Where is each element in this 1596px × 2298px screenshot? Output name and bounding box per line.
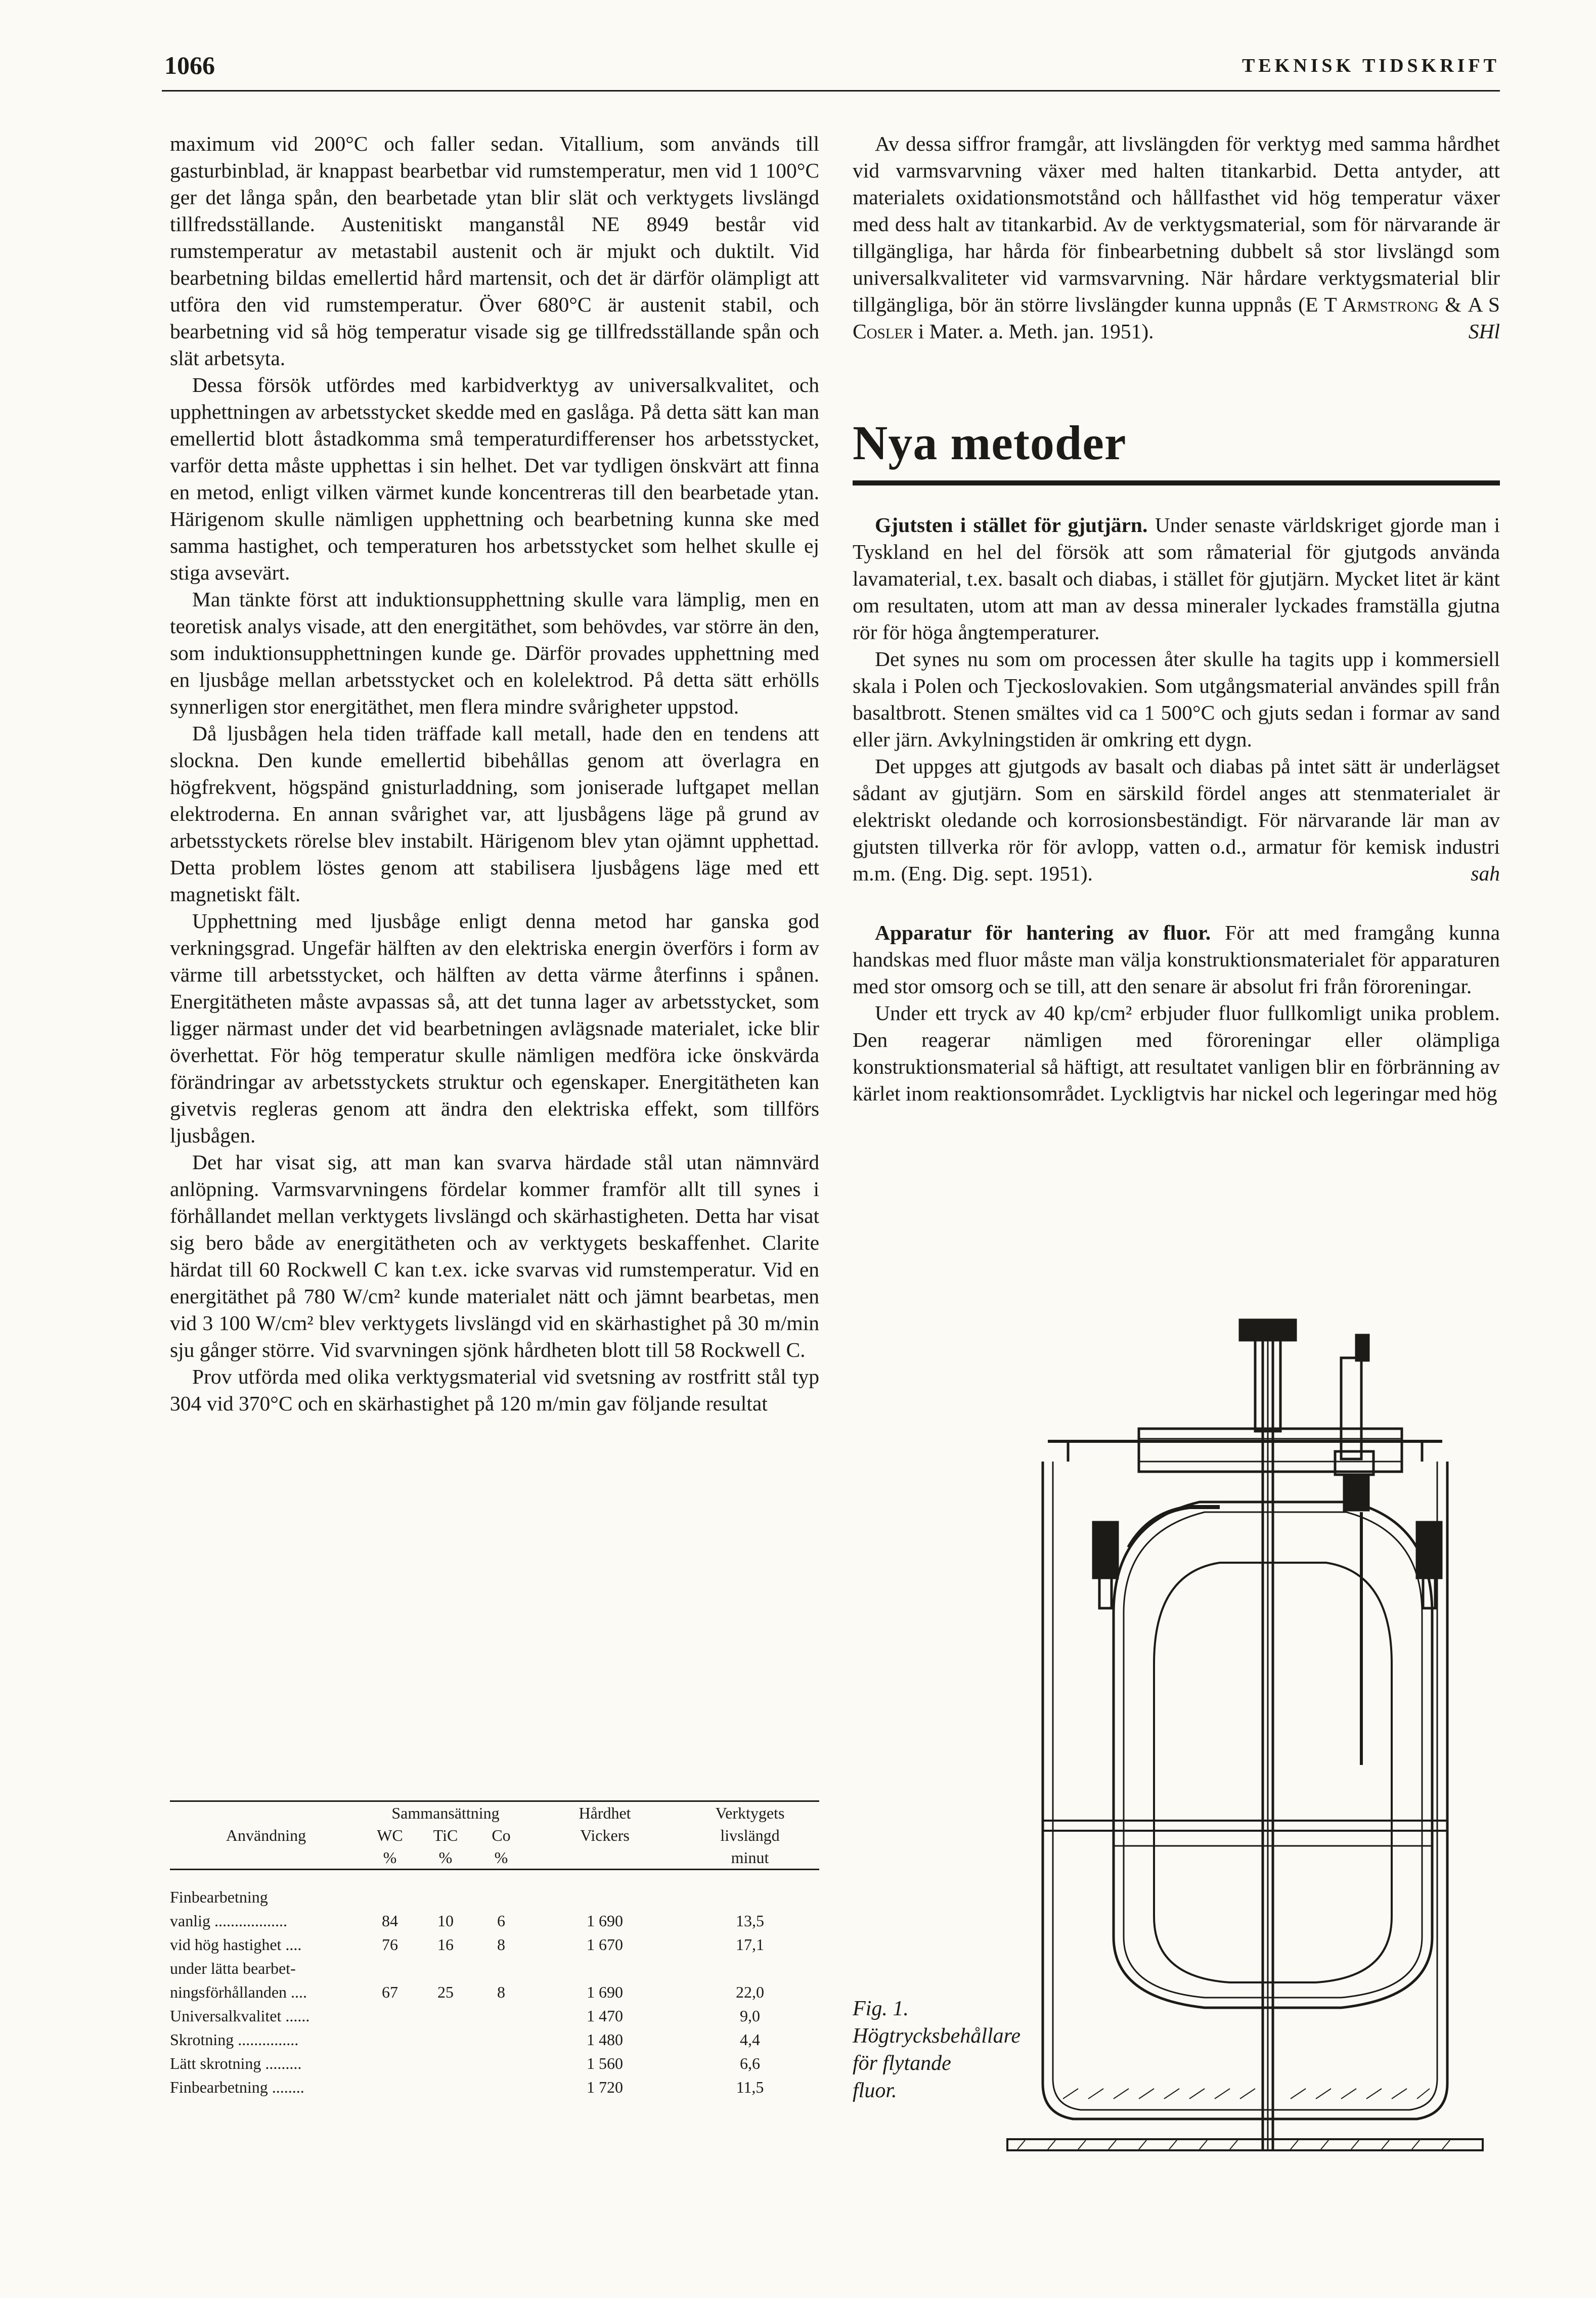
cell-wc: 67 bbox=[382, 1983, 398, 2001]
row-label: Universalkvalitet ...... bbox=[170, 2007, 310, 2025]
header-wc: WC bbox=[377, 1826, 403, 1844]
paragraph bbox=[853, 919, 1500, 1000]
paragraph: Då ljusbågen hela tiden träffade kall metall, hade den en tendens att slockna. Den kunde emellertid bibehållas genom att överlagra en högfrekvent, högspänd gnisturladdning, som joniserade luftgapet mellan elektroderna. En annan svårighet var, att ljusbågens läge på grund av arbetsstyckets rörelse blev instabilt. Härigenom blev ytan ojämnt upphettad. Detta problem löstes genom att stabilisera ljusbågens läge med ett magnetiskt fält. bbox=[170, 722, 819, 906]
cell-hardness bbox=[529, 1957, 681, 1980]
cell-tic: 10 bbox=[437, 1912, 454, 1930]
figure-caption: Fig. 1. Högtrycksbehållare för flytande fluor. bbox=[853, 1997, 1021, 2102]
header-composition: Sammansättning bbox=[391, 1804, 500, 1822]
table-header-row-1 bbox=[170, 1802, 819, 1824]
header-co: Co bbox=[492, 1826, 511, 1844]
cell-life: 22,0 bbox=[736, 1983, 764, 2001]
cell-hardness: 1 690 bbox=[587, 1912, 623, 1930]
cell-co bbox=[473, 2075, 529, 2099]
cell-co: 8 bbox=[497, 1983, 505, 2001]
row-label: Skrotning ............... bbox=[170, 2030, 299, 2049]
cell-wc bbox=[362, 2052, 418, 2075]
header-usage: Användning bbox=[226, 1826, 306, 1844]
paragraph: Man tänkte först att induktionsupphettning skulle vara lämplig, men en teoretisk analys visade, att den energitäthet, som behövdes, var större än den, som induktionsupphettningen kunde ge. Därför provades upphettning med en ljusbåge mellan arbetsstycket och en kolelektrod. På detta sätt erhölls synnerligen stor energitäthet, men flera mindre svårigheter uppstod. bbox=[170, 588, 819, 718]
cell-tic bbox=[418, 2075, 473, 2099]
results-table bbox=[170, 1800, 819, 2099]
row-label: vanlig .................. bbox=[170, 1912, 287, 1930]
cell-hardness: 1 690 bbox=[587, 1983, 623, 2001]
cell-hardness: 1 480 bbox=[587, 2030, 623, 2049]
table-row bbox=[170, 2075, 819, 2099]
cell-tic: 16 bbox=[437, 1935, 454, 1954]
cell-life: 11,5 bbox=[736, 2078, 764, 2096]
paragraph: Under ett tryck av 40 kp/cm² erbjuder fluor fullkomligt unika problem. Den reagerar nämligen med föroreningar eller olämpliga konstruktionsmaterial så häftigt, att resultatet vanligen blir en förbränning av kärlet inom reaktionsområdet. Lyckligtvis har nickel och legeringar med hög bbox=[853, 1001, 1500, 1105]
paragraph bbox=[853, 512, 1500, 646]
cell-tic bbox=[418, 2052, 473, 2075]
signature: sah bbox=[1471, 862, 1500, 885]
paragraph bbox=[853, 130, 1500, 345]
article-title: Apparatur för hantering av fluor. bbox=[875, 921, 1211, 944]
paragraph: Upphettning med ljusbåge enligt denna metod har ganska god verkningsgrad. Ungefär hälften av den elektriska energin överförs i form av värme till arbetsstycket, och hälften av detta värme återfinns i spånen. Energitätheten måste avpassas så, att det tunna lager av arbetsstycket, som ligger närmast under det vid bearbetningen avlägsnade materialet, icke blir överhettat. För hög temperatur skulle nämligen medföra icke önskvärda förändringar av arbetsstyckets struktur och egenskaper. Energitätheten kan givetvis regleras genom att ändra den elektriska effekt, som tillförs ljusbågen. bbox=[170, 909, 819, 1147]
row-label: vid hög hastighet .... bbox=[170, 1935, 302, 1954]
table-row bbox=[170, 2028, 819, 2052]
header-percent: % bbox=[494, 1848, 508, 1867]
paragraph-text: Av dessa siffror framgår, att livslängden för verktyg med samma hårdhet vid varmsvarvning växer med halten titankarbid. Detta antyder, att materialets oxidationsmotstånd och hållfasthet vid hög temperatur växer med dess halt av titankarbid. Av de verktygsmaterial, som för närvarande är tillgängliga, har hårda för finbearbetning dubbelt så stor livslängd som universalkvaliteter vid varmsvarvning. När hårdare verktygsmaterial blir tillgängliga, bör än större livslängder kunna uppnås ( bbox=[853, 132, 1500, 316]
table-row bbox=[170, 2004, 819, 2028]
paragraph-text: Det uppges att gjutgods av basalt och diabas på intet sätt är underlägset sådant av gjutjärn. Som en särskild fördel anges att stenmaterialet är elektriskt oledande och korrosionsbeständigt. För närvarande lär man av gjutsten tillverka rör för avlopp, vatten o.d., armatur för kemisk industri m.m. (Eng. Dig. sept. 1951). bbox=[853, 755, 1500, 885]
cell-tic bbox=[418, 1957, 473, 1980]
cell-tic bbox=[418, 2028, 473, 2052]
cell-wc bbox=[362, 1957, 418, 1980]
header-hardness: Hårdhet bbox=[579, 1804, 631, 1822]
right-column-top bbox=[853, 130, 1500, 345]
cell-co: 8 bbox=[497, 1935, 505, 1954]
header-tic: TiC bbox=[433, 1826, 458, 1844]
cell-life bbox=[681, 1957, 819, 1980]
row-label: Finbearbetning ........ bbox=[170, 2078, 304, 2096]
cell-life: 13,5 bbox=[736, 1912, 764, 1930]
header-rule bbox=[162, 90, 1500, 92]
section-rule bbox=[853, 480, 1500, 485]
cell-wc: 84 bbox=[382, 1912, 398, 1930]
cell-life: 4,4 bbox=[740, 2030, 760, 2049]
cell-wc bbox=[362, 2075, 418, 2099]
cell-tic: 25 bbox=[437, 1983, 454, 2001]
cell-life: 17,1 bbox=[736, 1935, 764, 1954]
page-number: 1066 bbox=[164, 51, 215, 79]
row-label: Lätt skrotning ......... bbox=[170, 2054, 302, 2072]
paragraph-text: För att med framgång kunna handskas med fluor måste man välja konstruktionsmaterialet för apparaturen med stor omsorg och se till, att den senare är absolut fri från föroreningar. bbox=[853, 921, 1500, 998]
cell-co bbox=[473, 1957, 529, 1980]
cell-wc bbox=[362, 2004, 418, 2028]
cell-wc: 76 bbox=[382, 1935, 398, 1954]
header-vickers: Vickers bbox=[580, 1826, 630, 1844]
journal-title: TEKNISK TIDSKRIFT bbox=[1242, 55, 1500, 76]
paragraph: Det synes nu som om processen åter skulle ha tagits upp i kommersiell skala i Polen och Tjeckoslovakien. Som utgångsmaterial användes spill från basaltbrott. Stenen smältes vid ca 1 500°C och gjuts sedan i formar av sand eller järn. Avkylningstiden är omkring ett dygn. bbox=[853, 647, 1500, 751]
table-row bbox=[170, 1933, 819, 1957]
row-label: ningsförhållanden .... bbox=[170, 1983, 307, 2001]
paragraph: Dessa försök utfördes med karbidverktyg av universalkvalitet, och upphettningen av arbetsstycket skedde med en gaslåga. På detta sätt kan man emellertid blott åstadkomma små temperaturdifferenser hos arbetsstycket, varför detta måste upphettas i sin helhet. Det var tydligen önskvärt att finna en metod, enligt vilken värmet kunde koncentreras till den bearbetade ytan. Härigenom skulle nämligen upphettning och bearbetning kunna ske med samma hastighet, och temperaturen hos arbetsstycket som helhet skulle ej stiga avsevärt. bbox=[170, 373, 819, 584]
paragraph-text: Under senaste världskriget gjorde man i Tyskland en hel del försök att som råmaterial för gjutgods använda lavamaterial, t.ex. basalt och diabas, i stället för gjutjärn. Mycket litet är känt om resultaten, utom att man av dessa mineraler lyckades framställa gjutna rör för höga ångtemperaturer. bbox=[853, 513, 1500, 644]
cell-wc bbox=[362, 2028, 418, 2052]
cell-co bbox=[473, 2052, 529, 2075]
row-label: under lätta bearbet- bbox=[170, 1959, 296, 1977]
cell-life: 9,0 bbox=[740, 2007, 760, 2025]
group-label: Finbearbetning bbox=[170, 1888, 268, 1906]
article-title: Gjutsten i stället för gjutjärn. bbox=[875, 513, 1148, 537]
pressure-vessel-figure bbox=[987, 1310, 1500, 2185]
table-row bbox=[170, 2052, 819, 2075]
header-percent: % bbox=[438, 1848, 453, 1867]
header-livslangd: livslängd bbox=[720, 1826, 780, 1844]
table-row bbox=[170, 1909, 819, 1933]
paragraph: maximum vid 200°C och faller sedan. Vitallium, som används till gasturbinblad, är knappast bearbetbar vid rumstemperatur, men vid 1 100°C ger det långa spån, den bearbetade ytan blir slät och verktygets livslängd tillfredsställande. Austenitiskt manganstål NE 8949 består vid rumstemperatur av metastabil austenit och är mjukt och duktilt. Vid bearbetning bildas emellertid hård martensit, och det är därför olämpligt att utföra den vid rumstemperatur. Över 680°C är austenit stabil, och bearbetning vid så hög temperatur visade sig ge tillfredsställande spån och slät arbetsyta. bbox=[170, 132, 819, 370]
cell-hardness: 1 470 bbox=[587, 2007, 623, 2025]
cell-life: 6,6 bbox=[740, 2054, 760, 2072]
paragraph: Prov utförda med olika verktygsmaterial vid svetsning av rostfritt stål typ 304 vid 370°C och en skärhastighet på 120 m/min gav följande resultat bbox=[170, 1365, 819, 1415]
paragraph bbox=[853, 753, 1500, 887]
cell-hardness: 1 560 bbox=[587, 2054, 623, 2072]
signature: SHl bbox=[1468, 320, 1500, 343]
header-percent: % bbox=[383, 1848, 397, 1867]
left-column bbox=[170, 130, 819, 1417]
table-row bbox=[170, 1980, 819, 2004]
cell-hardness: 1 720 bbox=[587, 2078, 623, 2096]
author-name: A S Cosler bbox=[853, 293, 1500, 343]
table-row bbox=[170, 1885, 819, 1909]
table-row bbox=[170, 1957, 819, 1980]
header-minut: minut bbox=[731, 1848, 769, 1867]
ampersand: & bbox=[1438, 293, 1468, 316]
cell-tic bbox=[418, 2004, 473, 2028]
right-column-articles bbox=[853, 512, 1500, 1107]
paragraph: Det har visat sig, att man kan svarva härdade stål utan nämnvärd anlöpning. Varmsvarvningens fördelar kommer framför allt till synes i förhållandet mellan verktygets livslängd och skärhastigheten. Detta har visat sig bero både av energitätheten och av verktygets beskaffenhet. Clarite härdat till 60 Rockwell C kan t.ex. icke svarvas vid rumstemperatur. Vid en energitäthet på 780 W/cm² kunde materialet nätt och jämnt bearbetas, men vid 3 100 W/cm² blev verktygets livslängd vid en skärhastighet på 30 m/min sju gånger större. Vid svarvningen sjönk hårdheten blott till 58 Rockwell C. bbox=[170, 1151, 819, 1361]
section-title: Nya metoder bbox=[853, 416, 1127, 470]
cell-co bbox=[473, 2028, 529, 2052]
cell-co bbox=[473, 2004, 529, 2028]
header-life: Verktygets bbox=[715, 1804, 785, 1822]
author-name: E T Armstrong bbox=[1305, 293, 1439, 316]
reference: i Mater. a. Meth. jan. 1951). bbox=[913, 320, 1154, 343]
cell-co: 6 bbox=[497, 1912, 505, 1930]
cell-hardness: 1 670 bbox=[587, 1935, 623, 1954]
